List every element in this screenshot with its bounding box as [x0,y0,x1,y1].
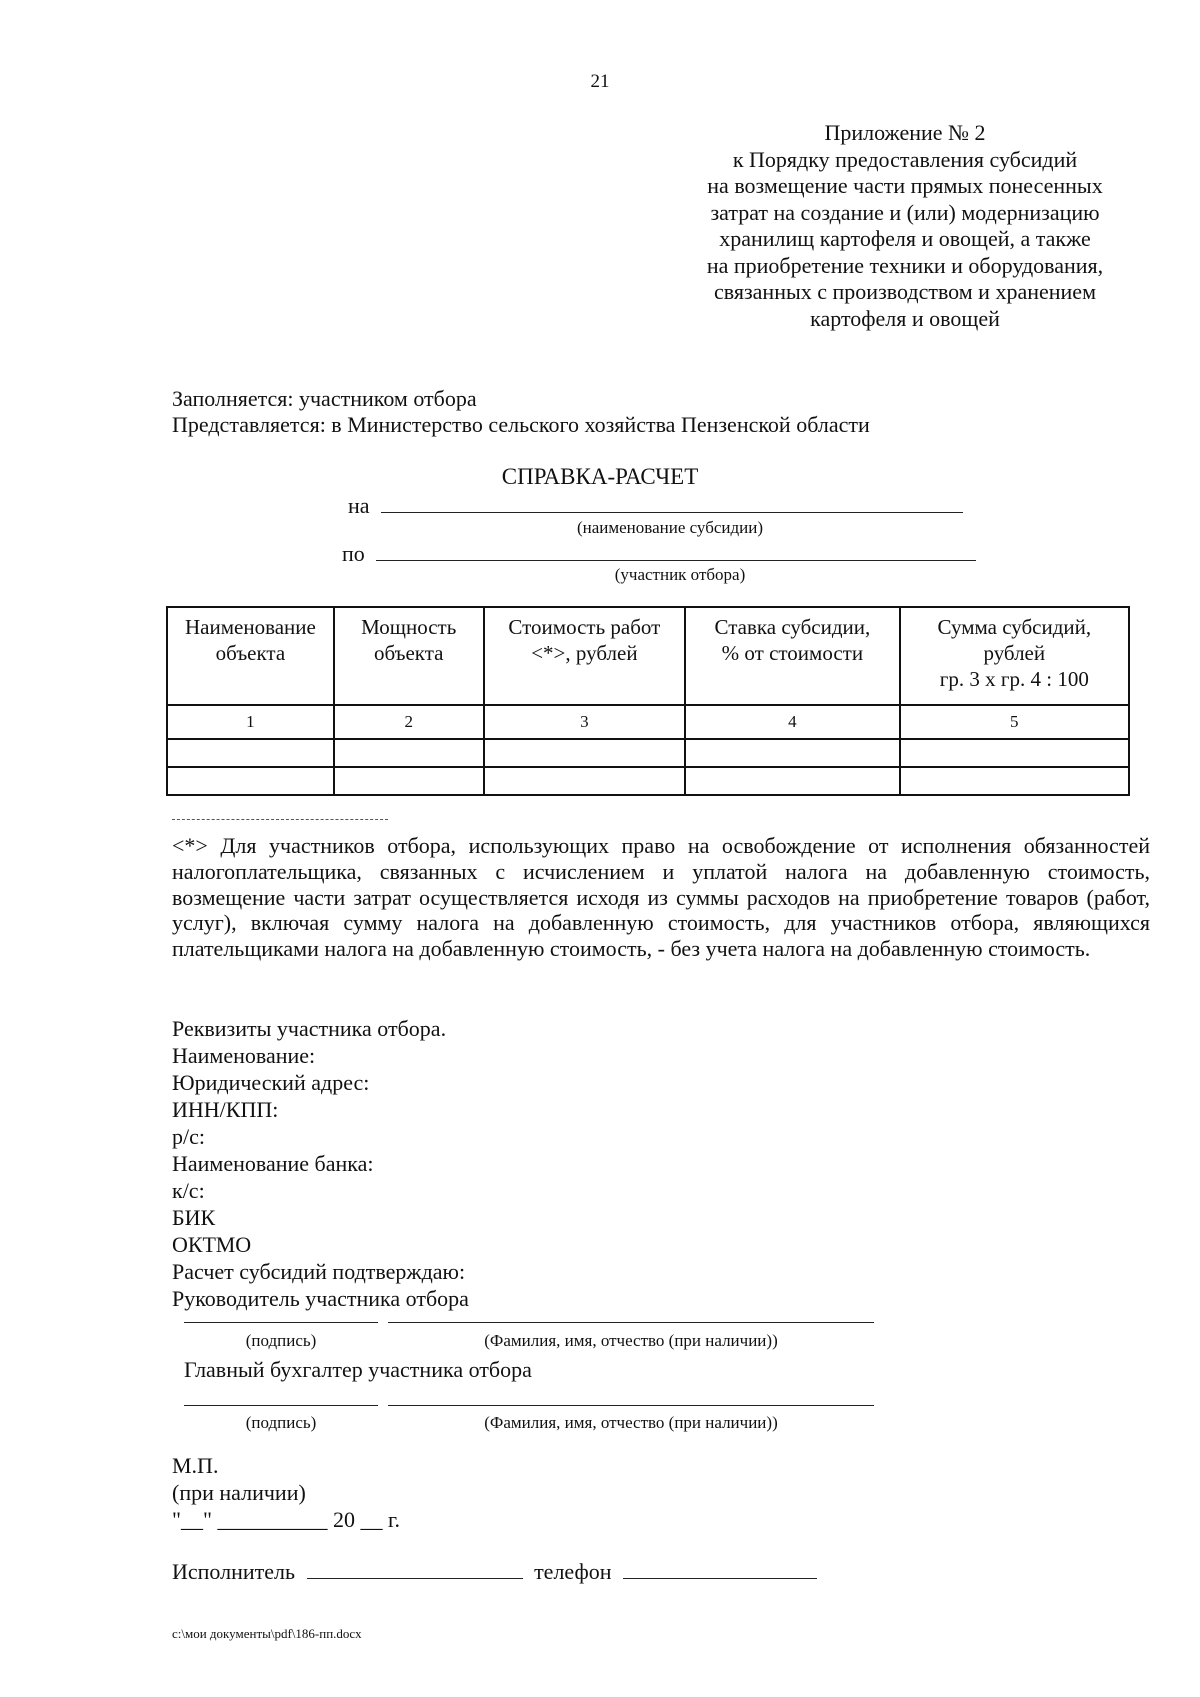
table-cell[interactable] [484,739,686,767]
header-subsidy-sum: Сумма субсидий, рублей гр. 3 х гр. 4 : 100 [900,607,1129,705]
requisite-name: Наименование: [172,1043,316,1068]
participant-caption: (участник отбора) [614,565,746,584]
requisite-corr-account: к/с: [172,1178,205,1203]
phone-blank[interactable] [623,1558,817,1579]
head-label: Руководитель участника отбора [172,1286,469,1311]
table-cell[interactable] [167,739,334,767]
fill-info [172,386,870,438]
appendix-line: к Порядку предоставления субсидий [732,146,1078,172]
on-line [348,492,963,519]
stamp-label: М.П. [172,1453,219,1478]
table-cell[interactable] [685,767,899,795]
requisite-bank-name: Наименование банка: [172,1151,374,1176]
table-cell[interactable] [900,739,1129,767]
table-row [167,767,1129,795]
stamp-note: (при наличии) [172,1480,306,1505]
appendix-line: связанных с производством и хранением [714,279,1096,304]
calculation-table [166,606,1130,796]
footnote-divider [172,819,388,820]
subsidy-name-caption: (наименование субсидии) [576,518,764,537]
stamp-block [172,1452,400,1533]
footnote-text: <*> Для участников отбора, использующих право на освобождение от исполнения обязанностей налогоплательщика, связанных с исчислением и уплатой налога на добавленную стоимость, возмещение части затрат осуществляется исходя из суммы расходов на приобретение товаров (работ, услуг), включая сумму налога на добавленную стоимость, для участников отбора, являющихся плательщиками налога на добавленную стоимость, - без учета налога на добавленную стоимость. [172,833,1150,962]
accountant-signature-caption: (подпись) [245,1413,317,1432]
executor-line [172,1558,817,1585]
file-path: c:\мои документы\pdf\186-пп.docx [172,1626,362,1641]
header-object-name: Наименование объекта [167,607,334,705]
table-cell[interactable] [900,767,1129,795]
requisite-oktmo: ОКТМО [172,1232,252,1257]
column-number: 1 [167,705,334,739]
head-fullname-line[interactable] [388,1322,874,1323]
requisites-heading: Реквизиты участника отбора. [172,1016,447,1041]
column-number: 2 [334,705,484,739]
column-numbers-row [167,705,1129,739]
by-label: по [342,541,365,566]
accountant-label: Главный бухгалтер участника отбора [184,1357,532,1382]
document-title: СПРАВКА-РАСЧЕТ [501,464,699,489]
table-cell[interactable] [334,767,484,795]
table-cell[interactable] [167,767,334,795]
appendix-line: хранилищ картофеля и овощей, а также [719,226,1091,251]
submitted-to-text: Представляется: в Министерство сельского хозяйства Пензенской области [172,412,870,437]
page-number: 21 [590,71,610,92]
table-row [167,739,1129,767]
requisite-bik: БИК [172,1205,216,1230]
phone-label: телефон [534,1559,612,1584]
appendix-line: картофеля и овощей [810,305,1000,331]
accountant-signature-line[interactable] [184,1405,378,1406]
requisite-inn-kpp: ИНН/КПП: [172,1097,279,1122]
executor-blank[interactable] [307,1558,523,1579]
table-cell[interactable] [484,767,686,795]
appendix-line: на приобретение техники и оборудования, [706,252,1104,278]
filled-by-text: Заполняется: участником отбора [172,386,477,411]
header-subsidy-rate: Ставка субсидии, % от стоимости [685,607,899,705]
head-signature-caption: (подпись) [245,1331,317,1350]
accountant-fullname-line[interactable] [388,1405,874,1406]
requisite-account: р/с: [172,1124,205,1149]
requisites-block [172,1015,469,1312]
by-line [342,540,976,567]
column-number: 4 [685,705,899,739]
column-number: 3 [484,705,686,739]
table-header-row [167,607,1129,705]
head-fullname-caption: (Фамилия, имя, отчество (при наличии)) [484,1331,778,1350]
appendix-line: на возмещение части прямых понесенных [707,173,1103,198]
requisite-legal-address: Юридический адрес: [172,1070,370,1095]
subsidy-name-blank [381,492,963,513]
confirmation-text: Расчет субсидий подтверждаю: [172,1259,466,1284]
head-signature-line[interactable] [184,1322,378,1323]
executor-label: Исполнитель [172,1559,296,1584]
footnote [172,833,1150,962]
appendix-line: Приложение № 2 [824,120,986,145]
accountant-fullname-caption: (Фамилия, имя, отчество (при наличии)) [484,1413,778,1432]
column-number: 5 [900,705,1129,739]
date-line[interactable]: "__" __________ 20 __ г. [172,1507,401,1532]
table-cell[interactable] [685,739,899,767]
on-label: на [348,493,370,518]
header-object-capacity: Мощность объекта [334,607,484,705]
header-works-cost: Стоимость работ <*>, рублей [484,607,686,705]
table-cell[interactable] [334,739,484,767]
participant-blank [376,540,976,561]
appendix-header [690,120,1120,332]
appendix-line: затрат на создание и (или) модернизацию [710,199,1100,225]
